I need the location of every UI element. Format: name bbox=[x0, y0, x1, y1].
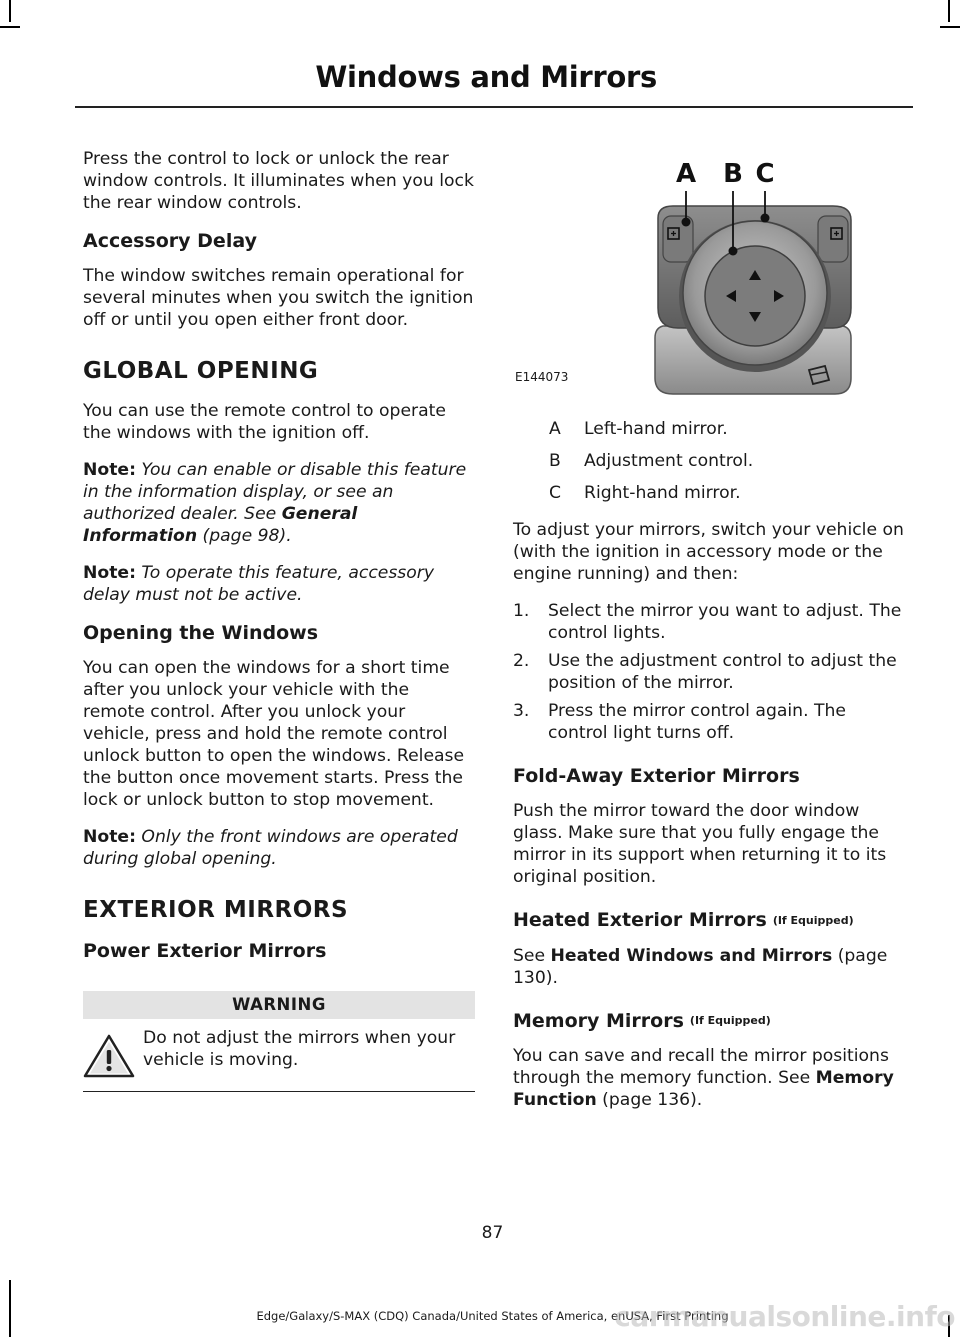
step-text: Select the mirror you want to adjust. The control lights. bbox=[548, 601, 902, 643]
step-number: 2. bbox=[513, 651, 530, 671]
legend-row bbox=[513, 418, 908, 440]
memory-mirrors-title: Memory Mirrors bbox=[513, 1009, 684, 1032]
memory-text: You can save and recall the mirror positions through the memory function. See bbox=[513, 1046, 889, 1088]
legend-value: Right-hand mirror. bbox=[584, 483, 741, 503]
step-text: Press the mirror control again. The control light turns off. bbox=[548, 701, 846, 743]
opening-windows-heading: Opening the Windows bbox=[83, 622, 319, 644]
warning-box bbox=[83, 991, 475, 1092]
mirror-control-figure bbox=[513, 148, 908, 398]
heated-mirrors-heading bbox=[513, 908, 908, 933]
note-text: You can enable or disable this feature in the information display, or see an authorized dealer. See bbox=[83, 460, 467, 524]
page-ref: (page 98) bbox=[202, 526, 287, 546]
note-label: Note: bbox=[83, 827, 136, 847]
left-column bbox=[83, 148, 475, 1092]
crop-mark bbox=[948, 0, 950, 22]
accessory-delay-body: The window switches remain operational for several minutes when you switch the ignition off or until you open either front door. bbox=[83, 266, 474, 330]
callout-label-c: C bbox=[755, 159, 775, 189]
memory-function-link[interactable]: Memory Function bbox=[513, 1068, 894, 1110]
step-item bbox=[513, 650, 908, 694]
fold-away-body: Push the mirror toward the door window glass. Make sure that you fully engage the mirror in its support when returning it to its original position. bbox=[513, 801, 887, 887]
footer-text: Edge/Galaxy/S-MAX (CDQ) Canada/United States of America, enUSA, First Printing bbox=[256, 1309, 729, 1323]
legend-row bbox=[513, 482, 908, 504]
memory-mirrors-heading bbox=[513, 1009, 908, 1034]
mirror-control-illustration bbox=[513, 148, 908, 398]
crop-mark bbox=[0, 26, 20, 28]
warning-triangle-icon bbox=[83, 1033, 135, 1079]
memory-mirrors-body bbox=[513, 1045, 908, 1111]
callout-dot-a bbox=[682, 218, 691, 227]
page-number: 87 bbox=[481, 1223, 504, 1243]
header-rule bbox=[75, 106, 913, 108]
page-ref: (page 130). bbox=[513, 945, 888, 988]
if-equipped-tag: (If Equipped) bbox=[689, 1014, 771, 1027]
callout-dot-b bbox=[729, 247, 738, 256]
fold-away-heading: Fold-Away Exterior Mirrors bbox=[513, 765, 800, 787]
heated-mirrors-body bbox=[513, 945, 908, 989]
note-label: Note: bbox=[83, 460, 136, 480]
figure-id: E144073 bbox=[515, 370, 569, 384]
note-accessory bbox=[83, 562, 475, 606]
figure-legend bbox=[513, 418, 908, 504]
legend-value: Adjustment control. bbox=[584, 451, 754, 471]
adjust-intro: To adjust your mirrors, switch your vehicle on (with the ignition in accessory mode or the engine running) and then: bbox=[513, 520, 904, 584]
opening-windows-body: You can open the windows for a short time after you unlock your vehicle with the remote control. After you unlock your vehicle, press and hold the remote control unlock button to open the windows. Release the button once movement starts. Press the lock or unlock button to stop movement. bbox=[83, 658, 465, 810]
right-column bbox=[513, 148, 908, 1126]
warning-title: WARNING bbox=[83, 991, 475, 1019]
global-opening-heading: GLOBAL OPENING bbox=[83, 358, 319, 384]
legend-key: A bbox=[549, 419, 561, 439]
note-text: To operate this feature, accessory delay must not be active. bbox=[83, 563, 435, 605]
legend-value: Left-hand mirror. bbox=[584, 419, 728, 439]
warning-text: Do not adjust the mirrors when your vehicle is moving. bbox=[143, 1028, 456, 1070]
if-equipped-tag: (If Equipped) bbox=[772, 913, 854, 927]
note-text: Only the front windows are operated during global opening. bbox=[83, 827, 458, 869]
step-item bbox=[513, 700, 908, 744]
heated-mirrors-title: Heated Exterior Mirrors bbox=[513, 909, 767, 931]
crop-mark bbox=[940, 26, 960, 28]
power-mirrors-heading: Power Exterior Mirrors bbox=[83, 940, 327, 962]
step-number: 3. bbox=[513, 701, 530, 721]
note-label: Note: bbox=[83, 563, 136, 583]
intro-paragraph: Press the control to lock or unlock the rear window controls. It illuminates when you lock the rear window controls. bbox=[83, 149, 474, 213]
warning-body bbox=[83, 1019, 475, 1092]
callout-label-a: A bbox=[675, 159, 697, 189]
note-dealer bbox=[83, 459, 475, 547]
heated-windows-link[interactable]: Heated Windows and Mirrors bbox=[550, 945, 833, 966]
legend-key: C bbox=[549, 483, 562, 503]
adjust-steps bbox=[513, 600, 908, 744]
legend-key: B bbox=[549, 451, 561, 471]
crop-mark bbox=[9, 0, 11, 22]
knob-center bbox=[705, 246, 805, 346]
see-text: See bbox=[513, 945, 546, 966]
watermark: carmanualsonline.info bbox=[614, 1300, 955, 1333]
global-opening-body: You can use the remote control to operate the windows with the ignition off. bbox=[83, 401, 446, 443]
step-number: 1. bbox=[513, 601, 530, 621]
note-front-windows bbox=[83, 826, 475, 870]
callout-dot-c bbox=[761, 214, 770, 223]
page-title: Windows and Mirrors bbox=[315, 60, 657, 94]
accessory-delay-heading: Accessory Delay bbox=[83, 230, 257, 252]
note-end: . bbox=[286, 526, 292, 546]
step-item bbox=[513, 600, 908, 644]
general-information-link[interactable]: General Information bbox=[83, 504, 358, 546]
callout-label-b: B bbox=[723, 159, 743, 189]
legend-row bbox=[513, 450, 908, 472]
page-ref: (page 136). bbox=[602, 1090, 703, 1110]
exterior-mirrors-heading: EXTERIOR MIRRORS bbox=[83, 897, 349, 923]
step-text: Use the adjustment control to adjust the position of the mirror. bbox=[548, 651, 897, 693]
